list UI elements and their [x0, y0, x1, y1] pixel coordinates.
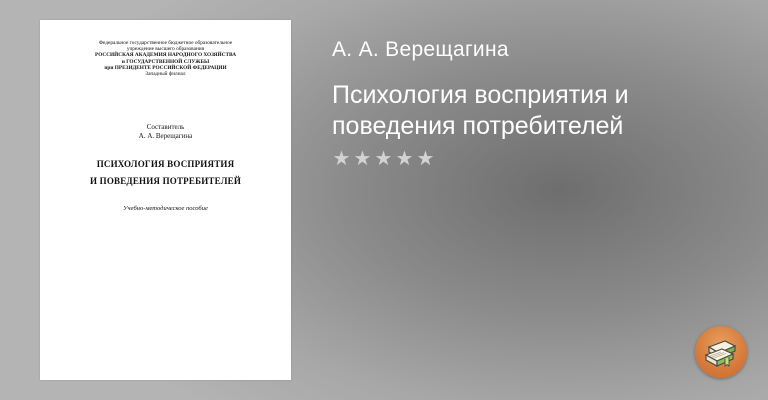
books-logo-icon[interactable]: [695, 326, 747, 378]
cover-compiler-name: А. А. Верещагина: [138, 132, 193, 140]
book-author[interactable]: А. А. Верещагина: [332, 38, 509, 61]
star-icon[interactable]: ★: [374, 148, 393, 170]
star-icon[interactable]: ★: [395, 148, 414, 170]
cover-header-line: Западный филиал: [145, 71, 186, 78]
cover-subtitle: Учебно-методическое пособие: [123, 205, 208, 212]
cover-header-line: учреждение высшего образования: [126, 46, 205, 53]
books-logo-graphic: [695, 326, 747, 378]
star-icon[interactable]: ★: [332, 148, 351, 170]
rating-stars[interactable]: [332, 150, 435, 169]
cover-title: [40, 156, 291, 190]
book-cover[interactable]: [40, 20, 291, 380]
cover-header-line: и ГОСУДАРСТВЕННОЙ СЛУЖБЫ: [121, 58, 210, 65]
cover-header-line: Федеральное государственное бюджетное образовательное: [98, 40, 233, 46]
cover-title-line: ПСИХОЛОГИЯ ВОСПРИЯТИЯ: [96, 159, 235, 169]
cover-header-line: при ПРЕЗИДЕНТЕ РОССИЙСКОЙ ФЕДЕРАЦИИ: [104, 64, 227, 71]
cover-header: [40, 40, 291, 77]
cover-header-line: РОССИЙСКАЯ АКАДЕМИЯ НАРОДНОГО ХОЗЯЙСТВА: [94, 52, 237, 59]
star-icon[interactable]: ★: [416, 148, 435, 170]
book-title[interactable]: Психология восприятия и поведения потребителей: [332, 81, 629, 140]
cover-compiler: [40, 123, 291, 141]
star-icon[interactable]: ★: [353, 148, 372, 170]
cover-title-line: И ПОВЕДЕНИЯ ПОТРЕБИТЕЛЕЙ: [89, 176, 242, 186]
cover-compiler-label: Составитель: [146, 123, 185, 131]
